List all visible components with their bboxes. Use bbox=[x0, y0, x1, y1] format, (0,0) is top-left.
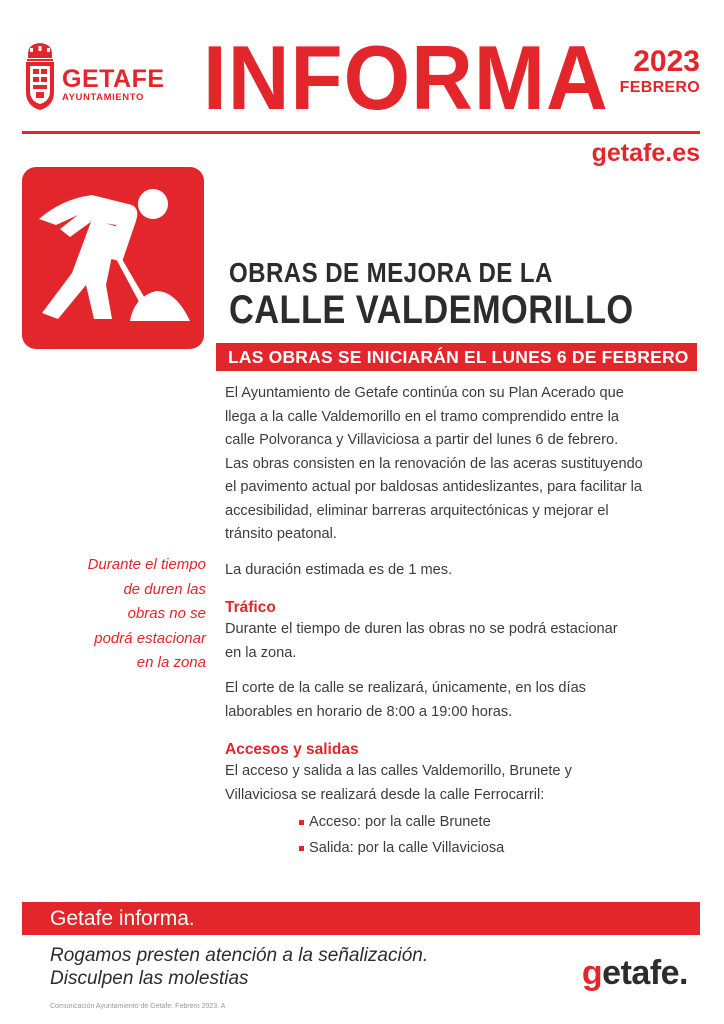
intro-line: tránsito peatonal. bbox=[225, 526, 337, 542]
credit-line: Comunicación Ayuntamiento de Getafe. Febrero 2023. A bbox=[50, 1003, 226, 1010]
list-item-text: Salida: por la calle Villaviciosa bbox=[309, 840, 505, 856]
spacer bbox=[225, 724, 695, 736]
footer-bar: Getafe informa. bbox=[22, 902, 700, 935]
access-line: El acceso y salida a las calles Valdemorillo, Brunete y bbox=[225, 763, 572, 779]
callout-line: Durante el tiempo bbox=[87, 556, 206, 573]
brand-subtitle: AYUNTAMIENTO bbox=[62, 92, 144, 103]
spacer bbox=[225, 582, 695, 594]
notice-title-line1: OBRAS DE MEJORA DE LA bbox=[229, 257, 553, 288]
logo-rest: etafe. bbox=[602, 954, 688, 992]
bullet-icon bbox=[299, 820, 304, 825]
intro-line: Las obras consisten en la renovación de las aceras sustituyendo bbox=[225, 455, 643, 472]
intro-line: El Ayuntamiento de Getafe continúa con su Plan Acerado que bbox=[225, 385, 624, 401]
access-line: Villaviciosa se realizará desde la calle Ferrocarril: bbox=[225, 786, 545, 803]
roadworks-sign bbox=[22, 167, 204, 349]
website-link[interactable]: getafe.es bbox=[591, 139, 700, 167]
roadworks-icon bbox=[22, 167, 204, 349]
apology-line: Rogamos presten atención a la señalización. bbox=[50, 945, 429, 966]
callout-line: podrá estacionar bbox=[94, 629, 206, 647]
brand-name: GETAFE bbox=[62, 65, 165, 93]
access-list bbox=[299, 809, 695, 861]
notice-body bbox=[225, 382, 695, 861]
issue-month: FEBRERO bbox=[619, 79, 700, 96]
closure-line: El corte de la calle se realizará, únicamente, en los días bbox=[225, 680, 586, 696]
getafe-logo bbox=[582, 954, 688, 993]
callout-line: obras no se bbox=[127, 605, 206, 622]
traffic-line: Durante el tiempo de duren las obras no se podrá estacionar bbox=[225, 621, 618, 637]
crest-icon bbox=[22, 40, 58, 114]
intro-line: el pavimento actual por baldosas antideslizantes, para facilitar la bbox=[225, 479, 642, 495]
list-item bbox=[299, 835, 695, 861]
notice-title-line2: CALLE VALDEMORILLO bbox=[229, 288, 634, 332]
intro-line: accesibilidad, eliminar barreras arquitectónicas y mejorar el bbox=[225, 502, 609, 519]
duration-text: La duración estimada es de 1 mes. bbox=[225, 561, 453, 578]
parking-callout bbox=[50, 553, 206, 676]
traffic-heading: Tráfico bbox=[225, 599, 276, 616]
start-date-banner: LAS OBRAS SE INICIARÁN EL LUNES 6 DE FEBRERO bbox=[216, 343, 697, 371]
masthead-title: INFORMA bbox=[203, 28, 609, 129]
bullet-icon bbox=[299, 846, 304, 851]
issue-year: 2023 bbox=[633, 45, 700, 78]
header-divider bbox=[22, 131, 700, 134]
traffic-line: en la zona. bbox=[225, 644, 297, 661]
spacer bbox=[225, 547, 695, 559]
closure-line: laborables en horario de 8:00 a 19:00 horas. bbox=[225, 703, 513, 720]
apology-notice bbox=[50, 944, 428, 990]
brand-block bbox=[62, 66, 165, 103]
callout-line: de duren las bbox=[123, 580, 206, 598]
list-item bbox=[299, 809, 695, 835]
intro-line: llega a la calle Valdemorillo en el tramo comprendido entre la bbox=[225, 408, 619, 425]
spacer bbox=[225, 665, 695, 677]
callout-line: en la zona bbox=[136, 654, 206, 671]
list-item-text: Acceso: por la calle Brunete bbox=[309, 814, 491, 830]
logo-initial: g bbox=[581, 954, 603, 992]
intro-line: calle Polvoranca y Villaviciosa a partir del lunes 6 de febrero. bbox=[225, 432, 619, 448]
apology-line: Disculpen las molestias bbox=[50, 968, 249, 989]
access-heading: Accesos y salidas bbox=[225, 741, 359, 758]
